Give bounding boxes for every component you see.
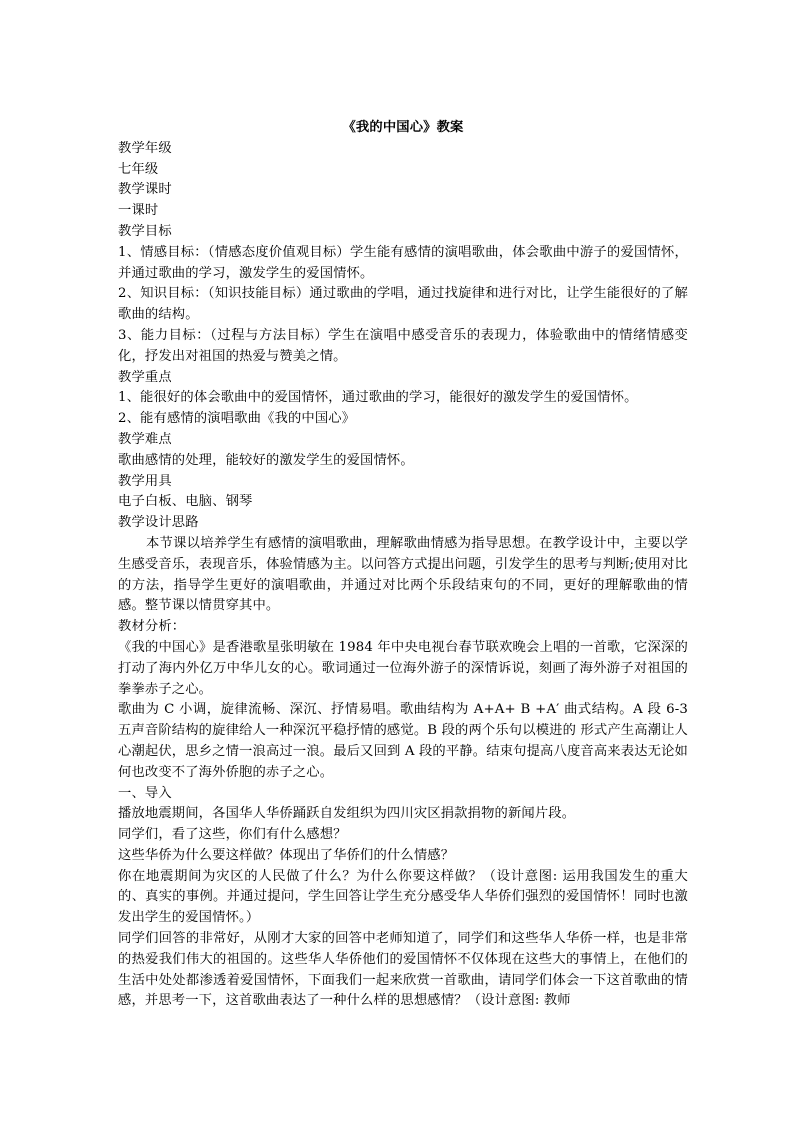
section-heading: 一、导入 bbox=[118, 785, 172, 801]
paragraph: 1、情感目标：（情感态度价值观目标）学生能有感情的演唱歌曲，体会歌曲中游子的爱国情怀，并通过歌曲的学习，激发学生的爱国情怀。 bbox=[118, 244, 688, 281]
paragraph: 电子白板、电脑、钢琴 bbox=[118, 494, 253, 510]
paragraph: 《我的中国心》是香港歌星张明敏在 1984 年中央电视台春节联欢晚会上唱的一首歌，它深深的打动了海内外亿万中华儿女的心。歌词通过一位海外游子的深情诉说，刻画了海外游子对祖国的拳拳赤子之心。 bbox=[118, 639, 688, 697]
section-heading: 教学年级 bbox=[118, 140, 172, 156]
paragraph: 歌曲感情的处理，能较好的激发学生的爱国情怀。 bbox=[118, 452, 414, 468]
paragraph: 1、能很好的体会歌曲中的爱国情怀，通过歌曲的学习，能很好的激发学生的爱国情怀。 bbox=[118, 390, 638, 406]
paragraph: 3、能力目标：（过程与方法目标）学生在演唱中感受音乐的表现力，体验歌曲中的情绪情感变化，抒发出对祖国的热爱与赞美之情。 bbox=[118, 327, 688, 364]
section-heading: 教学课时 bbox=[118, 182, 172, 198]
paragraph: 播放地震期间，各国华人华侨踊跃自发组织为四川灾区捐款捐物的新闻片段。 bbox=[118, 806, 576, 822]
section-heading: 教学重点 bbox=[118, 369, 172, 385]
paragraph: 2、知识目标：（知识技能目标）通过歌曲的学唱，通过找旋律和进行对比，让学生能很好的了解歌曲的结构。 bbox=[118, 286, 688, 323]
section-heading: 教学设计思路 bbox=[118, 515, 199, 531]
paragraph: 本节课以培养学生有感情的演唱歌曲，理解歌曲情感为指导思想。在教学设计中，主要以学生感受音乐，表现音乐，体验情感为主。以问答方式提出问题，引发学生的思考与判断;使用对比的方法，指导学生更好的演唱歌曲，并通过对比两个乐段结束句的不同，更好的理解歌曲的情感。整节课以情贯穿其中。 bbox=[118, 535, 688, 614]
paragraph: 一课时 bbox=[118, 203, 159, 219]
document-body bbox=[118, 118, 688, 1012]
section-heading: 教学用具 bbox=[118, 473, 172, 489]
paragraph: 歌曲为 C 小调，旋律流畅、深沉、抒情易唱。歌曲结构为 A+A+ B +A′ 曲式结构。A 段 6-3 五声音阶结构的旋律给人一种深沉平稳抒情的感觉。B 段的两个乐句以模进的 形式产生高潮让人心潮起伏，思乡之情一浪高过一浪。最后又回到 A 段的平静。结束句提高八度音高来表达无论如何也改变不了海外侨胞的赤子之心。 bbox=[118, 702, 688, 780]
paragraph: 2、能有感情的演唱歌曲《我的中国心》 bbox=[118, 411, 356, 427]
paragraph: 同学们，看了这些，你们有什么感想？ bbox=[118, 827, 347, 843]
paragraph: 这些华侨为什么要这样做？体现出了华侨们的什么情感？ bbox=[118, 847, 455, 863]
document-title: 《我的中国心》教案 bbox=[342, 120, 464, 135]
paragraph: 你在地震期间为灾区的人民做了什么？为什么你要这样做？（设计意图: 运用我国发生的重大的、真实的事例。并通过提问，学生回答让学生充分感受华人华侨们强烈的爱国情怀！同时也激发出学生的爱国情怀。） bbox=[118, 868, 688, 926]
section-heading: 教材分析： bbox=[118, 619, 186, 635]
paragraph: 七年级 bbox=[118, 161, 159, 177]
document-lines bbox=[118, 139, 688, 1012]
paragraph: 同学们回答的非常好，从刚才大家的回答中老师知道了，同学们和这些华人华侨一样，也是非常的热爱我们伟大的祖国的。这些华人华侨他们的爱国情怀不仅体现在这些大的事情上，在他们的生活中处处都渗透着爱国情怀，下面我们一起来欣赏一首歌曲，请同学们体会一下这首歌曲的情感，并思考一下，这首歌曲表达了一种什么样的思想感情？（设计意图: 教师 bbox=[118, 931, 688, 1009]
section-heading: 教学目标 bbox=[118, 223, 172, 239]
section-heading: 教学难点 bbox=[118, 431, 172, 447]
